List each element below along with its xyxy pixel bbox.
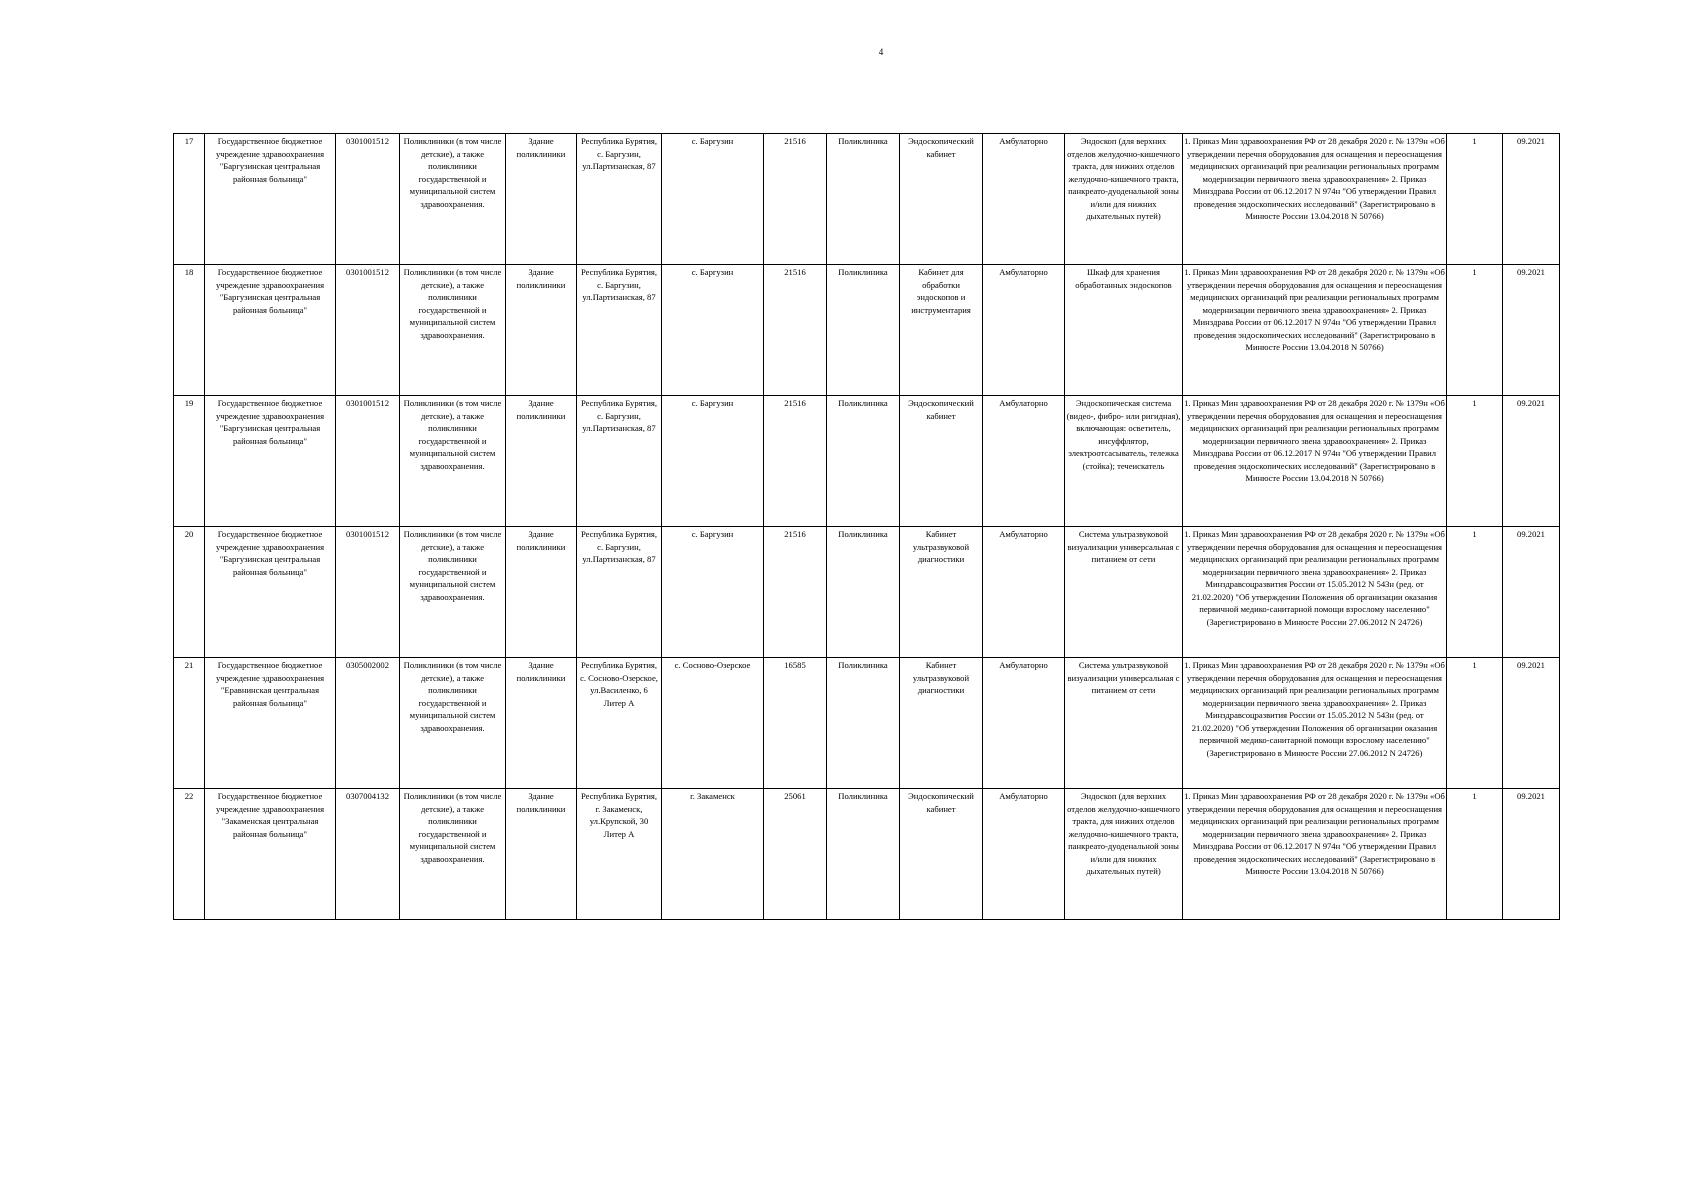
table-row xyxy=(174,396,1560,527)
organization-code: 0301001512 xyxy=(336,265,400,396)
locality: с. Баргузин xyxy=(662,527,764,658)
equipment: Система ультразвуковой визуализации универсальная с питанием от сети xyxy=(1065,658,1183,789)
organization-code: 0305002002 xyxy=(336,658,400,789)
organization-type: Поликлиники (в том числе детские), а также поликлиники государственной и муниципальной систем здравоохранения. xyxy=(400,396,506,527)
address: Республика Бурятия, с. Баргузин, ул.Партизанская, 87 xyxy=(577,134,662,265)
table-row xyxy=(174,527,1560,658)
organization-name: Государственное бюджетное учреждение здравоохранения "Баргузинская центральная районная больница" xyxy=(205,396,336,527)
building: Здание поликлиники xyxy=(506,527,577,658)
quantity: 1 xyxy=(1447,134,1503,265)
row-number: 17 xyxy=(174,134,205,265)
row-number: 21 xyxy=(174,658,205,789)
address: Республика Бурятия, с. Сосново-Озерское, ул.Василенко, 6 Литер А xyxy=(577,658,662,789)
room: Эндоскопический кабинет xyxy=(900,134,983,265)
equipment: Эндоскоп (для верхних отделов желудочно-кишечного тракта, для нижних отделов желудочно-кишечного тракта, панкреато-дуоденальной зоны и/или для нижних дыхательных путей) xyxy=(1065,789,1183,920)
locality: с. Баргузин xyxy=(662,134,764,265)
unit: Поликлиника xyxy=(827,134,900,265)
row-number: 20 xyxy=(174,527,205,658)
quantity: 1 xyxy=(1447,265,1503,396)
regulatory-document: 1. Приказ Мин здравоохранения РФ от 28 декабря 2020 г. № 1379н «Об утверждении перечня оборудования для оснащения и переоснащения медицинских организаций при реализации региональных программ модернизации первичного звена здравоохранения» 2. Приказ Минздрава России от 06.12.2017 N 974н "Об утверждении Правил проведения эндоскопических исследований" (Зарегистрировано в Минюсте России 13.04.2018 N 50766) xyxy=(1183,265,1447,396)
care-form: Амбулаторно xyxy=(983,134,1065,265)
room: Кабинет ультразвуковой диагностики xyxy=(900,658,983,789)
table-row xyxy=(174,789,1560,920)
delivery-date: 09.2021 xyxy=(1503,658,1560,789)
delivery-date: 09.2021 xyxy=(1503,789,1560,920)
population: 21516 xyxy=(764,396,827,527)
unit: Поликлиника xyxy=(827,396,900,527)
building: Здание поликлиники xyxy=(506,265,577,396)
regulatory-document: 1. Приказ Мин здравоохранения РФ от 28 декабря 2020 г. № 1379н «Об утверждении перечня оборудования для оснащения и переоснащения медицинских организаций при реализации региональных программ модернизации первичного звена здравоохранения» 2. Приказ Минздрава России от 06.12.2017 N 974н "Об утверждении Правил проведения эндоскопических исследований" (Зарегистрировано в Минюсте России 13.04.2018 N 50766) xyxy=(1183,789,1447,920)
room: Кабинет ультразвуковой диагностики xyxy=(900,527,983,658)
row-number: 22 xyxy=(174,789,205,920)
room: Эндоскопический кабинет xyxy=(900,396,983,527)
population: 21516 xyxy=(764,527,827,658)
delivery-date: 09.2021 xyxy=(1503,396,1560,527)
organization-type: Поликлиники (в том числе детские), а также поликлиники государственной и муниципальной систем здравоохранения. xyxy=(400,134,506,265)
building: Здание поликлиники xyxy=(506,658,577,789)
building: Здание поликлиники xyxy=(506,134,577,265)
organization-name: Государственное бюджетное учреждение здравоохранения "Баргузинская центральная районная больница" xyxy=(205,527,336,658)
address: Республика Бурятия, с. Баргузин, ул.Партизанская, 87 xyxy=(577,265,662,396)
organization-code: 0301001512 xyxy=(336,134,400,265)
organization-code: 0307004132 xyxy=(336,789,400,920)
room: Эндоскопический кабинет xyxy=(900,789,983,920)
room: Кабинет для обработки эндоскопов и инструментария xyxy=(900,265,983,396)
locality: с. Баргузин xyxy=(662,396,764,527)
care-form: Амбулаторно xyxy=(983,527,1065,658)
address: Республика Бурятия, с. Баргузин, ул.Партизанская, 87 xyxy=(577,396,662,527)
address: Республика Бурятия, г. Закаменск, ул.Крупской, 30 Литер А xyxy=(577,789,662,920)
locality: г. Закаменск xyxy=(662,789,764,920)
organization-code: 0301001512 xyxy=(336,396,400,527)
delivery-date: 09.2021 xyxy=(1503,134,1560,265)
unit: Поликлиника xyxy=(827,789,900,920)
table-row xyxy=(174,134,1560,265)
unit: Поликлиника xyxy=(827,658,900,789)
organization-name: Государственное бюджетное учреждение здравоохранения "Еравнинская центральная районная больница" xyxy=(205,658,336,789)
regulatory-document: 1. Приказ Мин здравоохранения РФ от 28 декабря 2020 г. № 1379н «Об утверждении перечня оборудования для оснащения и переоснащения медицинских организаций при реализации региональных программ модернизации первичного звена здравоохранения» 2. Приказ Минздравсоцразвития России от 15.05.2012 N 543н (ред. от 21.02.2020) "Об утверждении Положения об организации оказания первичной медико-санитарной помощи взрослому населению" (Зарегистрировано в Минюсте России 27.06.2012 N 24726) xyxy=(1183,658,1447,789)
care-form: Амбулаторно xyxy=(983,658,1065,789)
delivery-date: 09.2021 xyxy=(1503,265,1560,396)
locality: с. Баргузин xyxy=(662,265,764,396)
quantity: 1 xyxy=(1447,527,1503,658)
equipment: Шкаф для хранения обработанных эндоскопов xyxy=(1065,265,1183,396)
row-number: 19 xyxy=(174,396,205,527)
unit: Поликлиника xyxy=(827,265,900,396)
equipment: Эндоскопическая система (видео-, фибро- или ригидная), включающая: осветитель, инсуффлятор, электроотсасыватель, тележка (стойка); течеискатель xyxy=(1065,396,1183,527)
building: Здание поликлиники xyxy=(506,396,577,527)
population: 16585 xyxy=(764,658,827,789)
quantity: 1 xyxy=(1447,658,1503,789)
organization-type: Поликлиники (в том числе детские), а также поликлиники государственной и муниципальной систем здравоохранения. xyxy=(400,527,506,658)
equipment-table xyxy=(173,133,1560,920)
organization-name: Государственное бюджетное учреждение здравоохранения "Закаменская центральная районная больница" xyxy=(205,789,336,920)
equipment: Эндоскоп (для верхних отделов желудочно-кишечного тракта, для нижних отделов желудочно-кишечного тракта, панкреато-дуоденальной зоны и/или для нижних дыхательных путей) xyxy=(1065,134,1183,265)
regulatory-document: 1. Приказ Мин здравоохранения РФ от 28 декабря 2020 г. № 1379н «Об утверждении перечня оборудования для оснащения и переоснащения медицинских организаций при реализации региональных программ модернизации первичного звена здравоохранения» 2. Приказ Минздрава России от 06.12.2017 N 974н "Об утверждении Правил проведения эндоскопических исследований" (Зарегистрировано в Минюсте России 13.04.2018 N 50766) xyxy=(1183,396,1447,527)
unit: Поликлиника xyxy=(827,527,900,658)
table-row xyxy=(174,658,1560,789)
delivery-date: 09.2021 xyxy=(1503,527,1560,658)
population: 21516 xyxy=(764,134,827,265)
locality: с. Сосново-Озерское xyxy=(662,658,764,789)
building: Здание поликлиники xyxy=(506,789,577,920)
quantity: 1 xyxy=(1447,396,1503,527)
organization-type: Поликлиники (в том числе детские), а также поликлиники государственной и муниципальной систем здравоохранения. xyxy=(400,789,506,920)
address: Республика Бурятия, с. Баргузин, ул.Партизанская, 87 xyxy=(577,527,662,658)
regulatory-document: 1. Приказ Мин здравоохранения РФ от 28 декабря 2020 г. № 1379н «Об утверждении перечня оборудования для оснащения и переоснащения медицинских организаций при реализации региональных программ модернизации первичного звена здравоохранения» 2. Приказ Минздрава России от 06.12.2017 N 974н "Об утверждении Правил проведения эндоскопических исследований" (Зарегистрировано в Минюсте России 13.04.2018 N 50766) xyxy=(1183,134,1447,265)
regulatory-document: 1. Приказ Мин здравоохранения РФ от 28 декабря 2020 г. № 1379н «Об утверждении перечня оборудования для оснащения и переоснащения медицинских организаций при реализации региональных программ модернизации первичного звена здравоохранения» 2. Приказ Минздравсоцразвития России от 15.05.2012 N 543н (ред. от 21.02.2020) "Об утверждении Положения об организации оказания первичной медико-санитарной помощи взрослому населению" (Зарегистрировано в Минюсте России 27.06.2012 N 24726) xyxy=(1183,527,1447,658)
page-number: 4 xyxy=(878,47,884,57)
care-form: Амбулаторно xyxy=(983,396,1065,527)
care-form: Амбулаторно xyxy=(983,789,1065,920)
organization-name: Государственное бюджетное учреждение здравоохранения "Баргузинская центральная районная больница" xyxy=(205,134,336,265)
organization-name: Государственное бюджетное учреждение здравоохранения "Баргузинская центральная районная больница" xyxy=(205,265,336,396)
organization-type: Поликлиники (в том числе детские), а также поликлиники государственной и муниципальной систем здравоохранения. xyxy=(400,265,506,396)
row-number: 18 xyxy=(174,265,205,396)
table-row xyxy=(174,265,1560,396)
population: 25061 xyxy=(764,789,827,920)
population: 21516 xyxy=(764,265,827,396)
quantity: 1 xyxy=(1447,789,1503,920)
care-form: Амбулаторно xyxy=(983,265,1065,396)
equipment: Система ультразвуковой визуализации универсальная с питанием от сети xyxy=(1065,527,1183,658)
organization-code: 0301001512 xyxy=(336,527,400,658)
organization-type: Поликлиники (в том числе детские), а также поликлиники государственной и муниципальной систем здравоохранения. xyxy=(400,658,506,789)
